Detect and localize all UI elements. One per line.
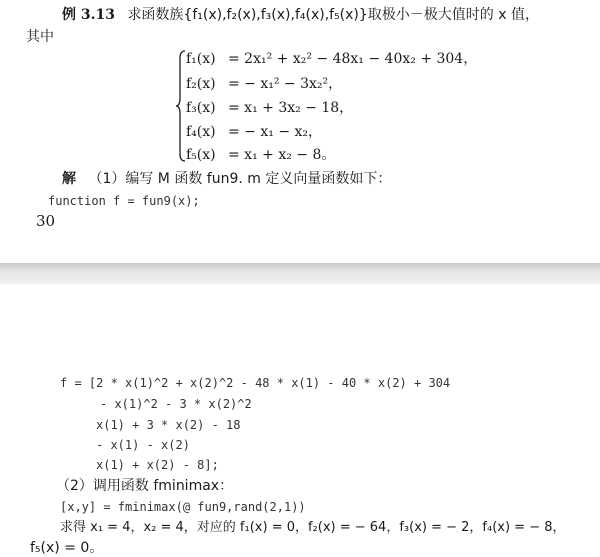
code-line: function f = fun9(x); <box>48 194 200 208</box>
step-1-text: （1）编写 M 函数 fun9. m 定义向量函数如下： <box>88 171 392 187</box>
example-label: 例 3.13 <box>62 7 115 23</box>
equation-lhs: f₃(x) <box>186 100 216 116</box>
equation-lhs: f₅(x) <box>186 147 216 163</box>
code-line: - x(1)^2 - 3 * x(2)^2 <box>100 397 252 411</box>
equation-lhs: f₁(x) <box>186 51 216 67</box>
lower-page <box>0 284 600 556</box>
problem-text: 求函数族{f₁(x),f₂(x),f₃(x),f₄(x),f₅(x)}取极小－极大值时的 x 值， <box>127 7 539 23</box>
code-line: f = [2 * x(1)^2 + x(2)^2 - 48 * x(1) - 40 * x(2) + 304 <box>60 376 451 390</box>
equation-lhs: f₄(x) <box>186 124 216 140</box>
code-line: x(1) + x(2) - 8]; <box>96 458 219 472</box>
page-divider <box>0 263 600 284</box>
code-line: [x,y] = fminimax(@ fun9,rand(2,1)) <box>60 500 306 514</box>
solution-step-1 <box>62 170 391 188</box>
equation-rhs: = − x₁² − 3x₂²， <box>228 76 343 92</box>
solution-label: 解 <box>62 171 76 187</box>
step-2-text: （2）调用函数 fminimax： <box>56 478 234 494</box>
code-line: - x(1) - x(2) <box>96 438 190 452</box>
result-text-continued: f₅(x) = 0。 <box>30 540 104 556</box>
equation-lhs: f₂(x) <box>186 76 216 92</box>
result-text: 求得 x₁ = 4，x₂ = 4，对应的 f₁(x) = 0，f₂(x) = − 64，f₃(x) = − 2，f₄(x) = − 8， <box>60 520 566 535</box>
equation-rhs: = − x₁ − x₂， <box>228 124 323 140</box>
code-line: x(1) + 3 * x(2) - 18 <box>96 418 241 432</box>
page-number: 30 <box>36 212 56 230</box>
upper-page <box>0 0 600 263</box>
equation-rhs: = x₁ + 3x₂ − 18， <box>228 100 354 116</box>
left-brace-icon <box>176 50 186 162</box>
equation-rhs: = 2x₁² + x₂² − 48x₁ − 40x₂ + 304， <box>228 51 478 67</box>
problem-statement <box>62 6 539 24</box>
problem-text-continued: 其中 <box>26 29 54 45</box>
equation-rhs: = x₁ + x₂ − 8。 <box>228 147 336 163</box>
